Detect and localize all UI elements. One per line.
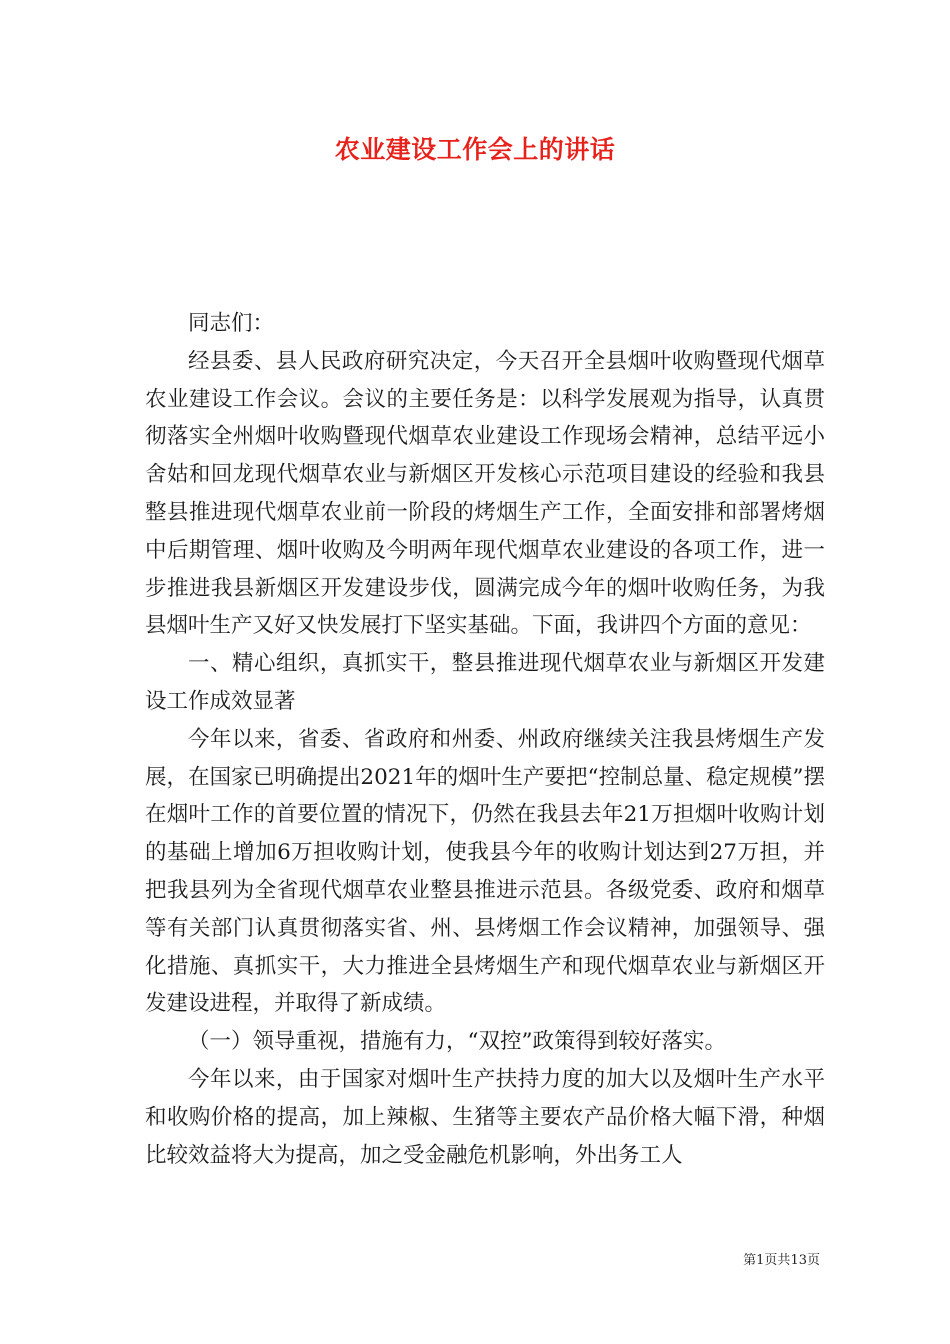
subsection-heading-1: （一）领导重视，措施有力，“双控”政策得到较好落实。 <box>188 1029 726 1055</box>
footer-total-pages: 13 <box>790 1253 807 1268</box>
body-paragraph-continued: 今年以来，由于国家对烟叶生产扶持力度的加大以及烟叶生产水平和收购价格的提高，加上辣椒、生猪等主要农产品价格大幅下滑，种烟比较效益将大为提高，加之受金融危机影响，外出务工人 <box>145 1066 825 1168</box>
document-title: 农业建设工作会上的讲话 <box>334 135 616 164</box>
footer-middle: 页共 <box>764 1253 791 1268</box>
footer-current-page: 1 <box>756 1253 765 1268</box>
intro-paragraph: 经县委、县人民政府研究决定，今天召开全县烟叶收购暨现代烟草农业建设工作会议。会议的主要任务是：以科学发展观为指导，认真贯彻落实全州烟叶收购暨现代烟草农业建设工作现场会精神，总结平远小舍姑和回龙现代烟草农业与新烟区开发核心示范项目建设的经验和我县整县推进现代烟草农业前一阶段的烤烟生产工作，全面安排和部署烤烟中后期管理、烟叶收购及今明两年现代烟草农业建设的各项工作，进一步推进我县新烟区开发建设步伐，圆满完成今年的烟叶收购任务，为我县烟叶生产又好又快发展打下坚实基础。下面，我讲四个方面的意见： <box>145 348 825 639</box>
salutation-paragraph: 同志们： <box>188 311 275 336</box>
page-number-footer <box>690 1249 820 1268</box>
body-paragraph: 今年以来，省委、省政府和州委、州政府继续关注我县烤烟生产发展，在国家已明确提出2021年的烟叶生产要把“控制总量、稳定规模”摆在烟叶工作的首要位置的情况下，仍然在我县去年21万担烟叶收购计划的基础上增加6万担收购计划，使我县今年的收购计划达到27万担，并把我县列为全省现代烟草农业整县推进示范县。各级党委、政府和烟草等有关部门认真贯彻落实省、州、县烤烟工作会议精神，加强领导、强化措施、真抓实干，大力推进全县烤烟生产和现代烟草农业与新烟区开发建设进程，并取得了新成绩。 <box>145 726 825 1017</box>
footer-prefix: 第 <box>743 1253 757 1268</box>
footer-suffix: 页 <box>806 1253 820 1268</box>
section-heading-1: 一、精心组织，真抓实干，整县推进现代烟草农业与新烟区开发建设工作成效显著 <box>145 651 825 714</box>
document-body <box>145 305 825 1174</box>
